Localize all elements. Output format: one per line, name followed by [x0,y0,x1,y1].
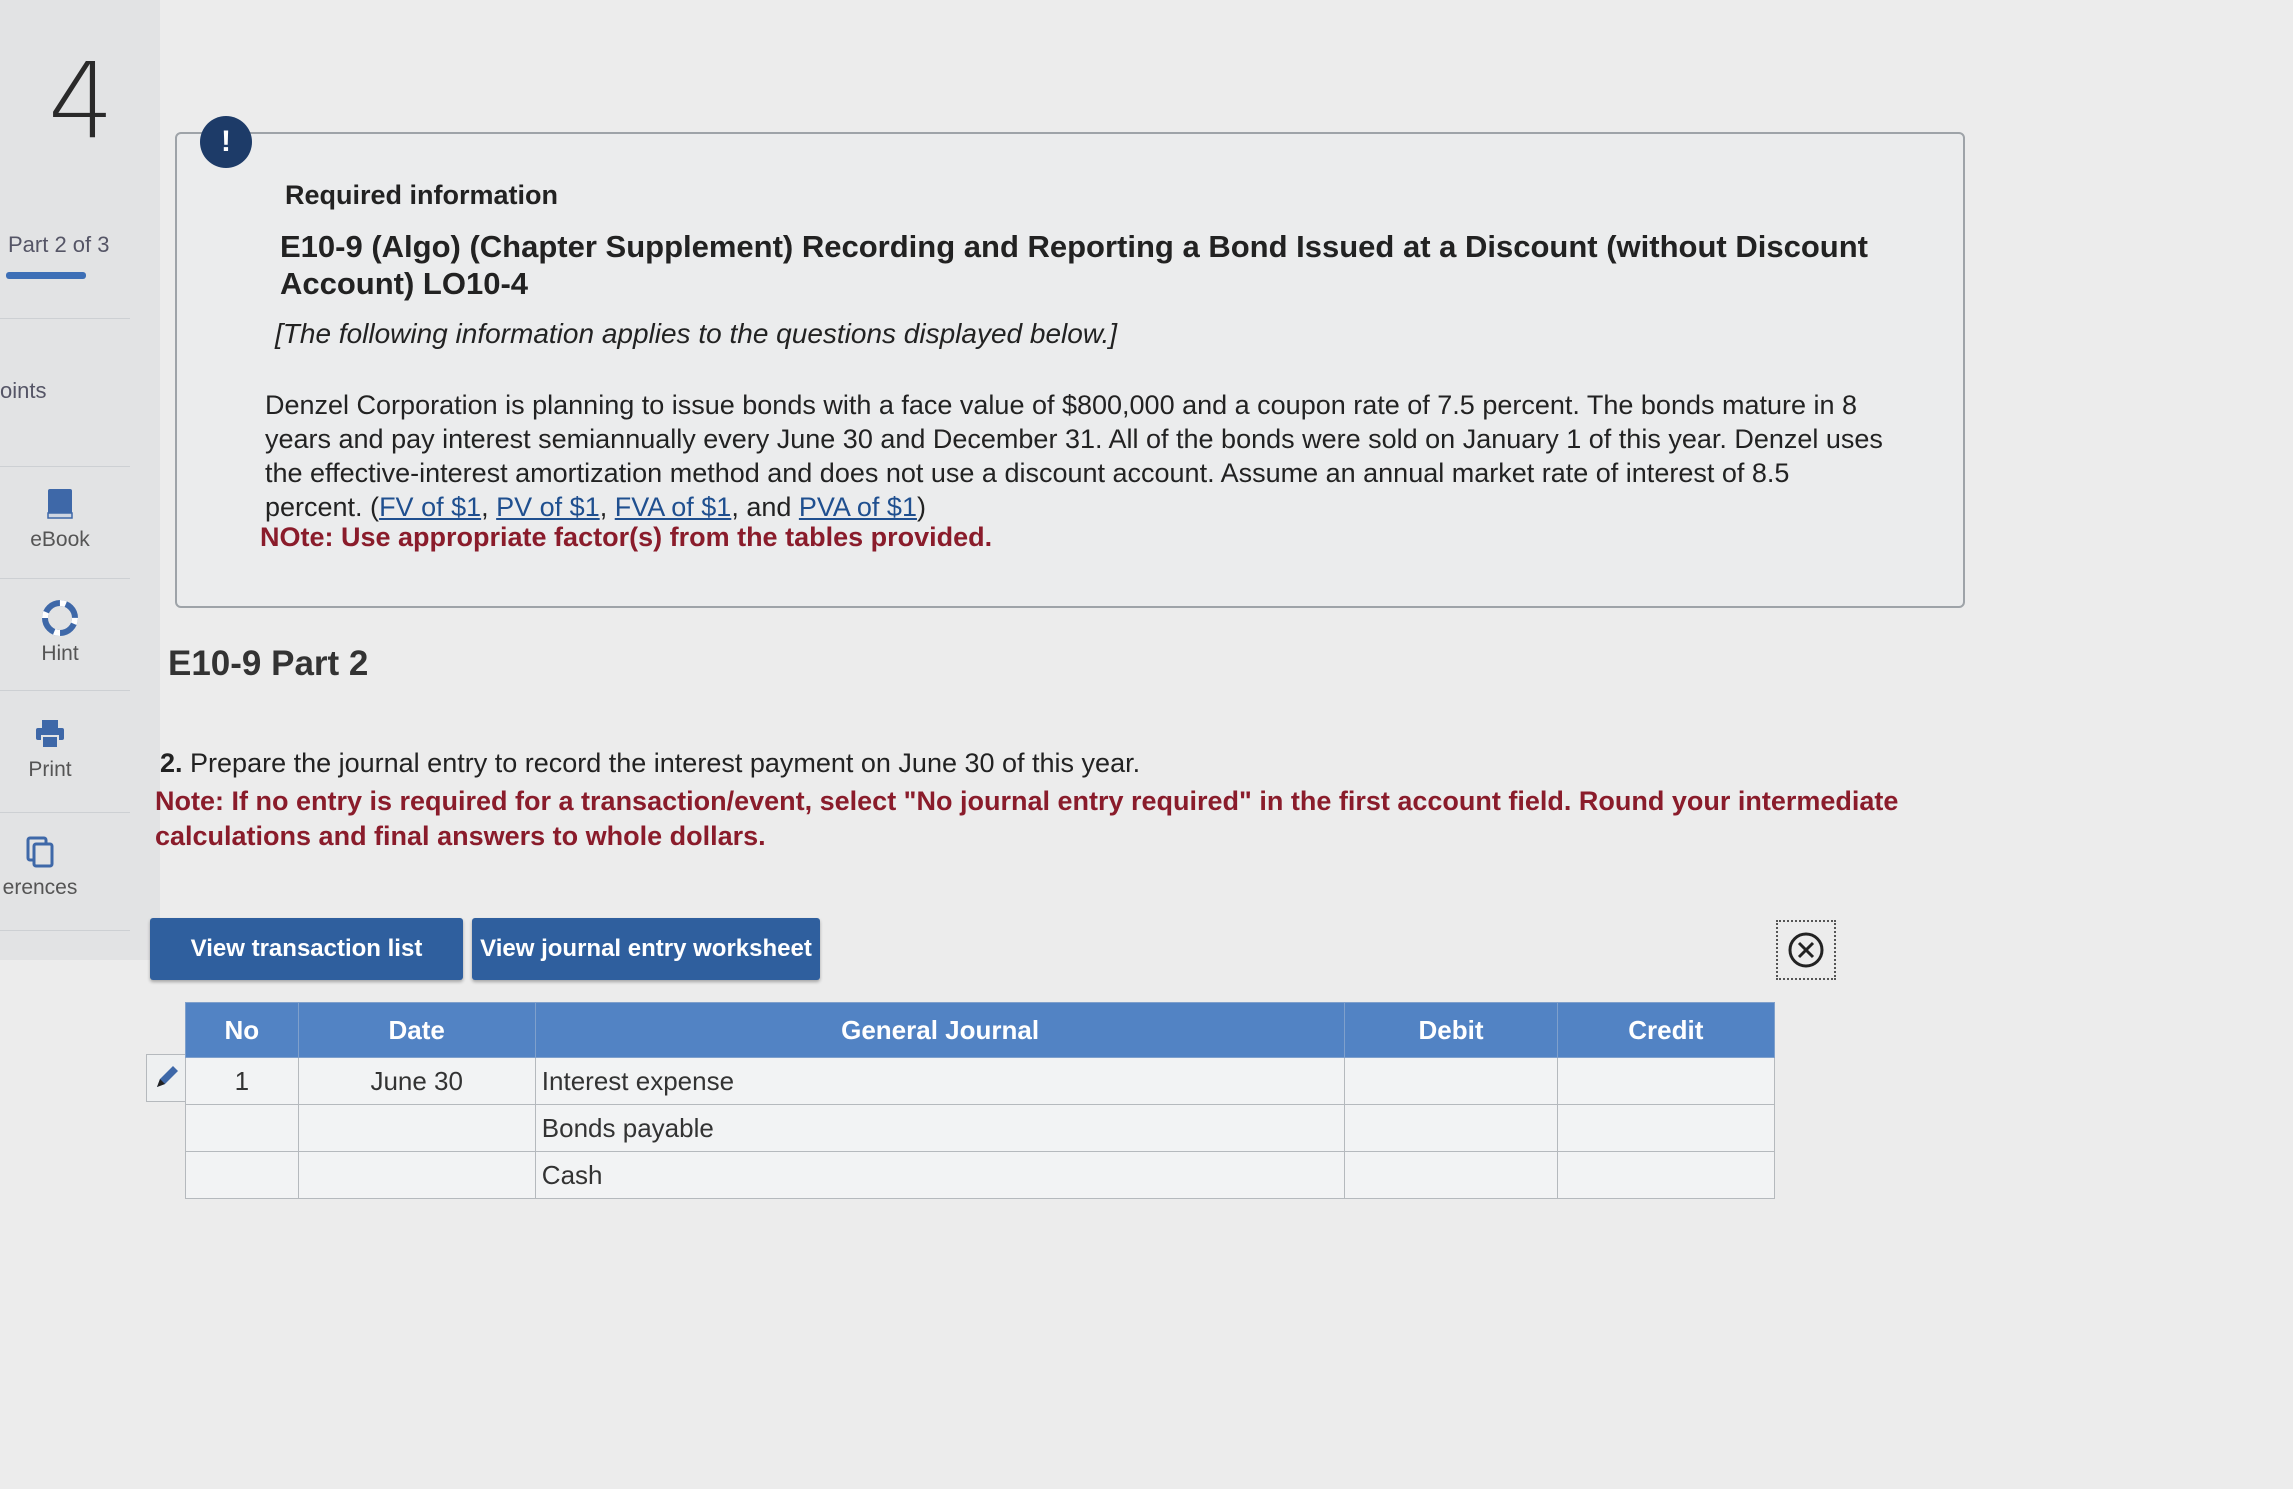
divider [0,578,130,579]
question-text: Prepare the journal entry to record the interest payment on June 30 of this year. [182,748,1141,778]
book-icon [42,486,78,522]
fva-table-link[interactable]: FVA of $1 [614,492,732,522]
factor-note: NOte: Use appropriate factor(s) from the tables provided. [260,522,993,552]
link-separator: , and [731,492,799,522]
clear-entry-button[interactable] [1776,920,1836,980]
journal-table [185,1002,1775,1199]
journal-header-row [186,1003,1775,1058]
question-prompt [160,746,1920,781]
print-button[interactable] [0,716,110,782]
header-debit: Debit [1345,1003,1557,1058]
close-paren: ) [916,492,926,522]
pencil-icon[interactable] [152,1062,182,1092]
part-title: E10-9 Part 2 [168,644,369,683]
view-journal-worksheet-button[interactable]: View journal entry worksheet [472,918,820,980]
question-number: 4 [48,40,115,162]
close-circle-icon [1786,930,1826,970]
points-label: oints [0,378,47,403]
entry-date[interactable] [298,1105,535,1152]
debit-cell[interactable] [1345,1152,1557,1199]
fv-table-link[interactable]: FV of $1 [379,492,482,522]
header-credit: Credit [1557,1003,1774,1058]
references-label: erences [2,876,78,899]
entry-number [186,1152,299,1199]
divider [0,812,130,813]
debit-cell[interactable] [1345,1105,1557,1152]
pv-table-link[interactable]: PV of $1 [496,492,600,522]
credit-cell[interactable] [1557,1058,1774,1105]
link-separator: , [599,492,615,522]
credit-cell[interactable] [1557,1105,1774,1152]
divider [0,930,130,931]
copy-icon [22,834,58,870]
ebook-button[interactable] [0,486,120,552]
part-indicator: Part 2 of 3 [8,232,110,257]
credit-cell[interactable] [1557,1152,1774,1199]
alert-icon: ! [200,116,252,168]
header-general-journal: General Journal [535,1003,1345,1058]
account-name[interactable]: Cash [535,1152,1345,1199]
divider [0,690,130,691]
header-date: Date [298,1003,535,1058]
problem-description [265,388,1885,524]
lifebuoy-icon [42,600,78,636]
entry-date[interactable] [298,1152,535,1199]
divider [0,318,130,319]
table-row [186,1152,1775,1199]
entry-number [186,1105,299,1152]
printer-icon [32,716,68,752]
print-label: Print [28,758,72,781]
entry-number: 1 [186,1058,299,1105]
divider [0,466,130,467]
problem-text: Denzel Corporation is planning to issue bonds with a face value of $800,000 and a coupon rate of 7.5 percent. The bonds mature in 8 years and pay interest semiannually every June 30 and December 31. All of the bonds were sold on January 1 of this year. Denzel uses the effective-interest amortization method and does not use a discount account. Assume an annual market rate of interest of 8.5 percent. ( [265,390,1883,522]
applies-note: [The following information applies to the questions displayed below.] [275,318,1118,349]
pva-table-link[interactable]: PVA of $1 [798,492,917,522]
link-separator: , [481,492,497,522]
sidebar [0,0,160,960]
hint-button[interactable] [0,600,120,666]
problem-heading: E10-9 (Algo) (Chapter Supplement) Recording and Reporting a Bond Issued at a Discount (without Discount Account) LO10-4 [280,229,1868,301]
required-info-title: Required information [285,180,559,210]
account-name[interactable]: Bonds payable [535,1105,1345,1152]
entry-date[interactable]: June 30 [298,1058,535,1105]
part-progress-bar [6,272,86,279]
hint-label: Hint [41,642,79,665]
question-note: Note: If no entry is required for a transaction/event, select "No journal entry required" in the first account field. Round your intermediate calculations and final answers to whole dollars. [155,786,1899,851]
ebook-label: eBook [30,528,90,551]
view-transaction-list-button[interactable]: View transaction list [150,918,463,980]
header-no: No [186,1003,299,1058]
references-button[interactable] [0,834,100,900]
table-row [186,1105,1775,1152]
question-number-label: 2. [160,748,183,778]
table-row [186,1058,1775,1105]
account-name[interactable]: Interest expense [535,1058,1345,1105]
debit-cell[interactable] [1345,1058,1557,1105]
